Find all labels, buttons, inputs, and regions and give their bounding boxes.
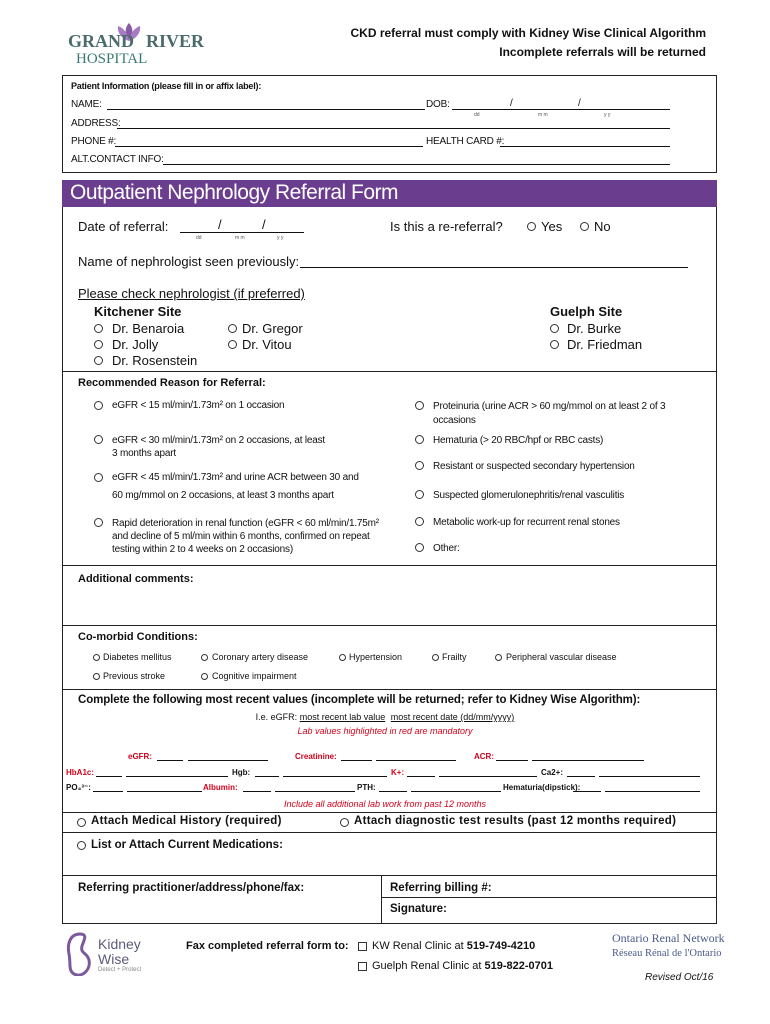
kw-line1: Kidney (98, 936, 141, 952)
reason-rapid-c: testing within 2 to 4 weeks on 2 occasions) (112, 544, 293, 555)
grh-logo (68, 22, 203, 68)
date-mm: m m (235, 235, 245, 241)
frailty-label: Frailty (442, 652, 467, 662)
kw-clinic-label: KW Renal Clinic at (372, 940, 467, 952)
hba1c-date-field[interactable] (126, 776, 228, 777)
cad-radio[interactable] (201, 654, 208, 661)
prev-nephrologist-label: Name of nephrologist seen previously: (78, 254, 300, 269)
reason-egfr30-b: 3 months apart (112, 448, 176, 459)
fax-label: Fax completed referral form to: (186, 940, 349, 952)
kw-clinic-checkbox[interactable] (358, 942, 367, 951)
dob-field[interactable] (452, 109, 670, 110)
reason-glomerulo: Suspected glomerulonephritis/renal vasculitis (433, 490, 625, 501)
ca-value-field[interactable] (567, 776, 595, 777)
prev-nephrologist-field[interactable] (300, 267, 688, 268)
reason-rapid-b: and decline of 5 ml/min within 6 months, confirmed on repeat (112, 531, 370, 542)
k-date-field[interactable] (439, 776, 537, 777)
po4-value-field[interactable] (93, 791, 123, 792)
dr-burke: Dr. Burke (567, 321, 622, 336)
comments-field[interactable] (66, 590, 712, 622)
labs-recent-date: most recent date (dd/mm/yyyy) (390, 712, 515, 722)
diabetes-radio[interactable] (93, 654, 100, 661)
health-card-label: HEALTH CARD #: (426, 136, 505, 147)
egfr-label: eGFR: (128, 752, 152, 761)
frailty-radio[interactable] (432, 654, 439, 661)
reason-proteinuria-b: occasions (433, 415, 476, 426)
dob-dd: dd (474, 112, 480, 118)
hba1c-label: HbA1c: (66, 768, 95, 777)
title-bar (62, 180, 717, 207)
divider-comorbid (62, 625, 717, 626)
reason-egfr45-radio[interactable] (94, 473, 103, 482)
kw-clinic (372, 940, 535, 952)
stroke-label: Previous stroke (103, 671, 166, 681)
kw-clinic-phone: 519-749-4210 (466, 940, 536, 952)
reason-rapid-radio[interactable] (94, 518, 103, 527)
hgb-date-field[interactable] (283, 776, 387, 777)
date-dd: dd (196, 235, 202, 241)
dr-vitou: Dr. Vitou (242, 337, 292, 352)
rereferral-no-radio[interactable] (580, 222, 589, 231)
reason-rapid: Rapid deterioration in renal function (eGFR < 60 ml/min/1.75m² (112, 518, 379, 529)
acr-date-field[interactable] (532, 760, 644, 761)
reasons-heading: Recommended Reason for Referral: (78, 377, 266, 389)
reason-other-radio[interactable] (415, 543, 424, 552)
reason-hypertension: Resistant or suspected secondary hypertension (433, 461, 635, 472)
date-label: Date of referral: (78, 219, 169, 234)
reason-egfr45: eGFR < 45 ml/min/1.73m² and urine ACR between 30 and (112, 472, 359, 483)
acr-label: ACR: (474, 752, 494, 761)
labs-ie: I.e. eGFR: (255, 712, 298, 722)
attach-history: Attach Medical History (required) (91, 815, 282, 827)
reason-glomerulo-radio[interactable] (415, 490, 424, 499)
acr-value-field[interactable] (496, 760, 528, 761)
orn-line2: Réseau Rénal de l'Ontario (612, 948, 722, 959)
dr-jolly: Dr. Jolly (112, 337, 159, 352)
reason-proteinuria-radio[interactable] (415, 401, 424, 410)
albumin-value-field[interactable] (243, 791, 271, 792)
diabetes-label: Diabetes mellitus (103, 652, 172, 662)
reason-hypertension-radio[interactable] (415, 461, 424, 470)
albumin-label: Albumin: (203, 783, 238, 792)
stroke-radio[interactable] (93, 673, 100, 680)
attach-diagnostic: Attach diagnostic test results (past 12 months required) (354, 815, 677, 827)
date-slash-2: / (262, 217, 266, 232)
cognitive-label: Cognitive impairment (212, 671, 297, 681)
name-label: NAME: (71, 99, 102, 110)
reason-hematuria: Hematuria (> 20 RBC/hpf or RBC casts) (433, 435, 604, 446)
divider-labs (62, 689, 717, 690)
creatinine-date-field[interactable] (376, 760, 456, 761)
labs-ie-line (0, 712, 770, 722)
health-card-field[interactable] (500, 146, 670, 147)
signature-label: Signature: (390, 903, 447, 915)
address-field[interactable] (117, 128, 670, 129)
orn-logo (612, 931, 725, 959)
dr-friedman: Dr. Friedman (567, 337, 643, 352)
hematuria-label: Hematuria(dipstick): (503, 783, 581, 792)
reason-proteinuria: Proteinuria (urine ACR > 60 mg/mmol on at least 2 of 3 (433, 401, 666, 412)
rereferral-label: Is this a re-referral? (390, 219, 503, 234)
guelph-site: Guelph Site (550, 304, 623, 319)
hgb-value-field[interactable] (255, 776, 279, 777)
notice-line1: CKD referral must comply with Kidney Wise Clinical Algorithm (350, 26, 706, 40)
dr-jolly-radio[interactable] (94, 340, 103, 349)
labs-mandatory: Lab values highlighted in red are mandatory (297, 726, 473, 736)
reason-other: Other: (433, 543, 460, 554)
albumin-date-field[interactable] (275, 791, 355, 792)
kidney-wise-logo (66, 930, 176, 978)
k-value-field[interactable] (407, 776, 435, 777)
divider-meds (62, 832, 717, 833)
creatinine-value-field[interactable] (341, 760, 372, 761)
date-yy: y y (277, 235, 284, 241)
practitioner-label: Referring practitioner/address/phone/fax: (78, 882, 305, 894)
alt-contact-label: ALT.CONTACT INFO: (71, 154, 164, 165)
po4-label: PO₄³⁻: (66, 783, 91, 792)
reason-egfr15-radio[interactable] (94, 401, 103, 410)
comorbid-heading: Co-morbid Conditions: (78, 631, 198, 643)
po4-date-field[interactable] (127, 791, 202, 792)
patient-heading: Patient Information (please fill in or affix label): (71, 81, 262, 91)
patient-info-box (62, 75, 717, 173)
logo-grand: GRAND (68, 31, 134, 51)
hypertension-label: Hypertension (349, 652, 403, 662)
hba1c-value-field[interactable] (96, 776, 122, 777)
guelph-clinic-label: Guelph Renal Clinic at (372, 960, 485, 972)
kidney-icon (66, 932, 94, 976)
pvd-radio[interactable] (495, 654, 502, 661)
hematuria-date-field[interactable] (605, 791, 700, 792)
dob-yy: y y (604, 112, 611, 118)
pth-label: PTH: (357, 783, 376, 792)
dob-slash-2: / (578, 98, 581, 109)
date-field[interactable] (180, 232, 304, 233)
name-field[interactable] (107, 109, 425, 110)
logo-hospital: HOSPITAL (76, 51, 148, 67)
dr-benaroia-radio[interactable] (94, 324, 103, 333)
reason-stones-radio[interactable] (415, 517, 424, 526)
rereferral-no-label: No (594, 219, 611, 234)
egfr-value-field[interactable] (157, 760, 183, 761)
pth-value-field[interactable] (379, 791, 407, 792)
dr-rosenstein: Dr. Rosenstein (112, 353, 198, 368)
labs-include: Include all additional lab work from past 12 months (283, 799, 487, 809)
dob-label: DOB: (426, 99, 450, 110)
check-neph-label: Please check nephrologist (if preferred) (78, 286, 305, 301)
attach-diagnostic-radio[interactable] (340, 818, 349, 827)
dr-burke-radio[interactable] (550, 324, 559, 333)
rereferral-yes-radio[interactable] (527, 222, 536, 231)
divider-signature (381, 897, 717, 898)
guelph-clinic (372, 960, 553, 972)
k-label: K+: (391, 768, 405, 777)
reason-egfr15: eGFR < 15 ml/min/1.73m² on 1 occasion (112, 400, 285, 411)
labs-heading: Complete the following most recent values (incomplete will be returned; refer to Kidney Wise Algorithm): (78, 694, 641, 706)
dr-rosenstein-radio[interactable] (94, 356, 103, 365)
rereferral-yes-label: Yes (541, 219, 563, 234)
dr-gregor: Dr. Gregor (242, 321, 303, 336)
dob-mm: m m (538, 112, 548, 118)
kitchener-site: Kitchener Site (94, 304, 182, 319)
hematuria-value-field[interactable] (573, 791, 601, 792)
meds-label: List or Attach Current Medications: (91, 839, 283, 851)
ca-label: Ca2+: (541, 768, 564, 777)
phone-field[interactable] (115, 146, 423, 147)
comments-heading: Additional comments: (78, 573, 194, 585)
cognitive-radio[interactable] (201, 673, 208, 680)
divider-reasons (62, 371, 717, 372)
attach-history-radio[interactable] (77, 818, 86, 827)
phone-label: PHONE #: (71, 136, 117, 147)
billing-label: Referring billing #: (390, 882, 492, 894)
reason-egfr30-radio[interactable] (94, 435, 103, 444)
kw-line2: Wise (98, 951, 130, 967)
reason-egfr30: eGFR < 30 ml/min/1.73m² on 2 occasions, at least (112, 435, 325, 446)
orn-line1: Ontario Renal Network (612, 931, 725, 945)
dob-slash-1: / (510, 98, 513, 109)
reason-stones: Metabolic work-up for recurrent renal stones (433, 517, 620, 528)
ca-date-field[interactable] (599, 776, 700, 777)
labs-recent-lab: most recent lab value (299, 712, 386, 722)
address-label: ADDRESS: (71, 118, 121, 129)
divider-comments (62, 565, 717, 566)
pth-date-field[interactable] (411, 791, 501, 792)
pvd-label: Peripheral vascular disease (506, 652, 617, 662)
kw-tagline: Detect + Protect (98, 967, 142, 973)
dr-benaroia: Dr. Benaroia (112, 321, 185, 336)
date-slash-1: / (218, 217, 222, 232)
logo-river: RIVER (146, 31, 205, 51)
dr-friedman-radio[interactable] (550, 340, 559, 349)
guelph-clinic-phone: 519-822-0701 (484, 960, 554, 972)
dr-vitou-radio[interactable] (228, 340, 237, 349)
hgb-label: Hgb: (232, 768, 251, 777)
alt-contact-field[interactable] (163, 164, 670, 165)
revised-date: Revised Oct/16 (645, 972, 714, 983)
notice-line2: Incomplete referrals will be returned (499, 45, 706, 59)
dr-gregor-radio[interactable] (228, 324, 237, 333)
cad-label: Coronary artery disease (212, 652, 309, 662)
hypertension-radio[interactable] (339, 654, 346, 661)
meds-radio[interactable] (77, 841, 86, 850)
guelph-clinic-checkbox[interactable] (358, 962, 367, 971)
divider-practitioner (62, 875, 717, 876)
divider-vertical (381, 875, 382, 924)
reason-hematuria-radio[interactable] (415, 435, 424, 444)
creatinine-label: Creatinine: (295, 752, 337, 761)
form-title: Outpatient Nephrology Referral Form (70, 181, 398, 204)
egfr-date-field[interactable] (188, 760, 268, 761)
divider-attach (62, 812, 717, 813)
reason-egfr45-b: 60 mg/mmol on 2 occasions, at least 3 months apart (112, 490, 334, 501)
